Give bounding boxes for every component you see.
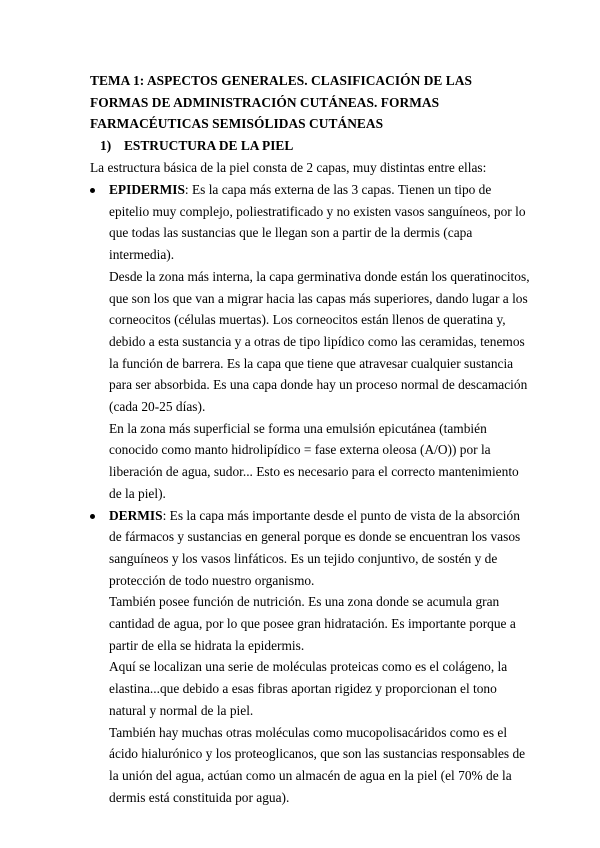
dermis-paragraph-4: También hay muchas otras moléculas como mucopolisacáridos como es el ácido hialurónico y los proteoglicanos, que son las sustancias responsables de la unión del agua, actúan como un almacén de agua en la piel (el 70% de la dermis está constituida por agua). bbox=[109, 724, 526, 805]
epidermis-paragraph-1 bbox=[109, 179, 530, 266]
dermis-paragraph-1-text: : Es la capa más importante desde el punto de vista de la absorción de fármacos y sustancias en general porque es donde se encuentran los vasos sanguíneos y los vasos linfáticos. Es un tejido conjuntivo, de sostén y de protección de todo nuestro organismo. bbox=[109, 507, 521, 588]
dermis-paragraph-3: Aquí se localizan una serie de moléculas proteicas como es el colágeno, la elastina...que debido a esas fibras aportan rigidez y proporcionan el tono natural y normal de la piel. bbox=[109, 659, 508, 718]
bullet-list bbox=[90, 179, 530, 808]
epidermis-paragraph-1-text: : Es la capa más externa de las 3 capas. Tienen un tipo de epitelio muy complejo, poliestratificado y no existen vasos sanguíneos, por lo que todas las sustancias que le llegan son a partir de la dermis (capa intermedia). bbox=[109, 182, 526, 263]
intro-paragraph: La estructura básica de la piel consta de 2 capas, muy distintas entre ellas: bbox=[90, 160, 487, 175]
section-heading-text: ESTRUCTURA DE LA PIEL bbox=[124, 138, 294, 153]
document-title: TEMA 1: ASPECTOS GENERALES. CLASIFICACIÓN DE LAS FORMAS DE ADMINISTRACIÓN CUTÁNEAS. FORMAS FARMACÉUTICAS SEMISÓLIDAS CUTÁNEAS bbox=[90, 73, 473, 131]
dermis-paragraph-1 bbox=[109, 505, 530, 592]
bullet-item-dermis bbox=[90, 505, 530, 809]
section-number: 1) bbox=[100, 138, 112, 153]
bullet-icon bbox=[90, 514, 95, 519]
epidermis-paragraph-3: En la zona más superficial se forma una emulsión epicutánea (también conocido como manto hidrolipídico = fase externa oleosa (A/O)) por la liberación de agua, sudor... Esto es necesario para el correcto mantenimiento de la piel). bbox=[109, 420, 519, 501]
bullet-icon bbox=[90, 188, 95, 193]
term-epidermis: EPIDERMIS bbox=[109, 182, 185, 197]
bullet-item-epidermis bbox=[90, 179, 530, 505]
section-heading bbox=[100, 135, 293, 156]
epidermis-paragraph-2: Desde la zona más interna, la capa germinativa donde están los queratinocitos, que son los que van a migrar hacia las capas más superiores, dando lugar a los corneocitos (células muertas). Los corneocitos están llenos de queratina y, debido a esta sustancia y a otras de tipo lipídico como las ceramidas, tenemos la función de barrera. Es la capa que tiene que atravesar cualquier sustancia para ser absorbida. Es una capa donde hay un proceso normal de descamación (cada 20-25 días). bbox=[109, 268, 530, 415]
term-dermis: DERMIS bbox=[109, 507, 163, 523]
dermis-paragraph-2: También posee función de nutrición. Es una zona donde se acumula gran cantidad de agua, por lo que posee gran hidratación. Es importante porque a partir de ella se hidrata la epidermis. bbox=[109, 594, 516, 653]
